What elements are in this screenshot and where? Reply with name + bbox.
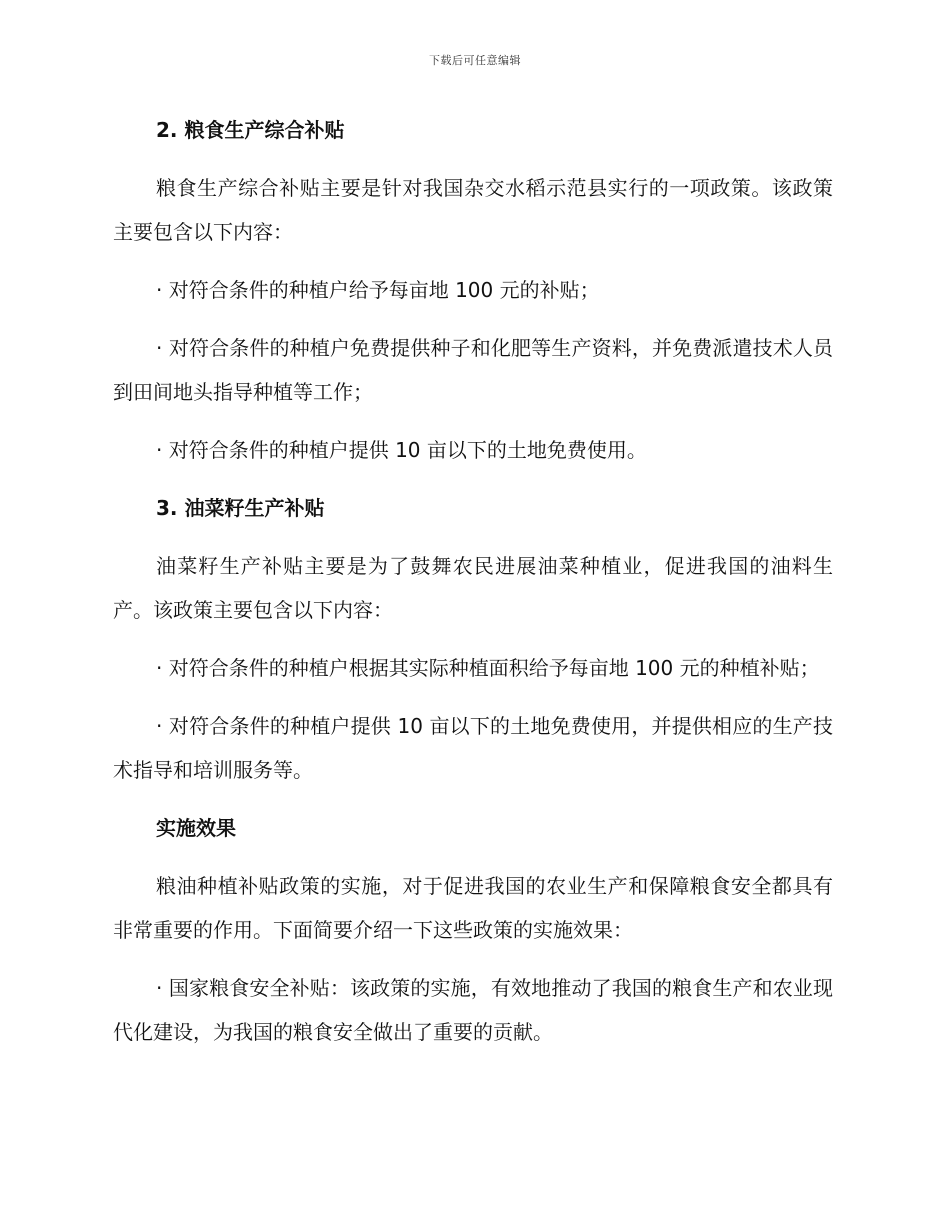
- list-item-rapeseed-2: · 对符合条件的种植户提供 10 亩以下的土地免费使用，并提供相应的生产技术指导和培训服务等。: [113, 714, 833, 782]
- paragraph-effects-intro: 粮油种植补贴政策的实施，对于促进我国的农业生产和保障粮食安全都具有非常重要的作用。下面简要介绍一下这些政策的实施效果：: [113, 874, 833, 942]
- section-heading-effects: 实施效果: [156, 816, 236, 840]
- page-header: 下载后可任意编辑: [429, 54, 521, 67]
- section-heading-rapeseed-subsidy: 3. 油菜籽生产补贴: [156, 496, 325, 520]
- list-item-grain-2: · 对符合条件的种植户免费提供种子和化肥等生产资料，并免费派遣技术人员到田间地头指导种植等工作；: [113, 336, 833, 404]
- list-item-grain-3: · 对符合条件的种植户提供 10 亩以下的土地免费使用。: [156, 438, 647, 462]
- paragraph-grain-intro: 粮食生产综合补贴主要是针对我国杂交水稻示范县实行的一项政策。该政策主要包含以下内容：: [113, 176, 833, 244]
- list-item-rapeseed-1: · 对符合条件的种植户根据其实际种植面积给予每亩地 100 元的种植补贴；: [156, 656, 820, 680]
- document-body: [113, 108, 833, 1068]
- list-item-grain-1: · 对符合条件的种植户给予每亩地 100 元的补贴；: [156, 278, 600, 302]
- section-heading-grain-subsidy: 2. 粮食生产综合补贴: [156, 118, 345, 142]
- list-item-effects-1: · 国家粮食安全补贴：该政策的实施，有效地推动了我国的粮食生产和农业现代化建设，为我国的粮食安全做出了重要的贡献。: [113, 976, 833, 1044]
- paragraph-rapeseed-intro: 油菜籽生产补贴主要是为了鼓舞农民进展油菜种植业，促进我国的油料生产。该政策主要包含以下内容：: [113, 554, 833, 622]
